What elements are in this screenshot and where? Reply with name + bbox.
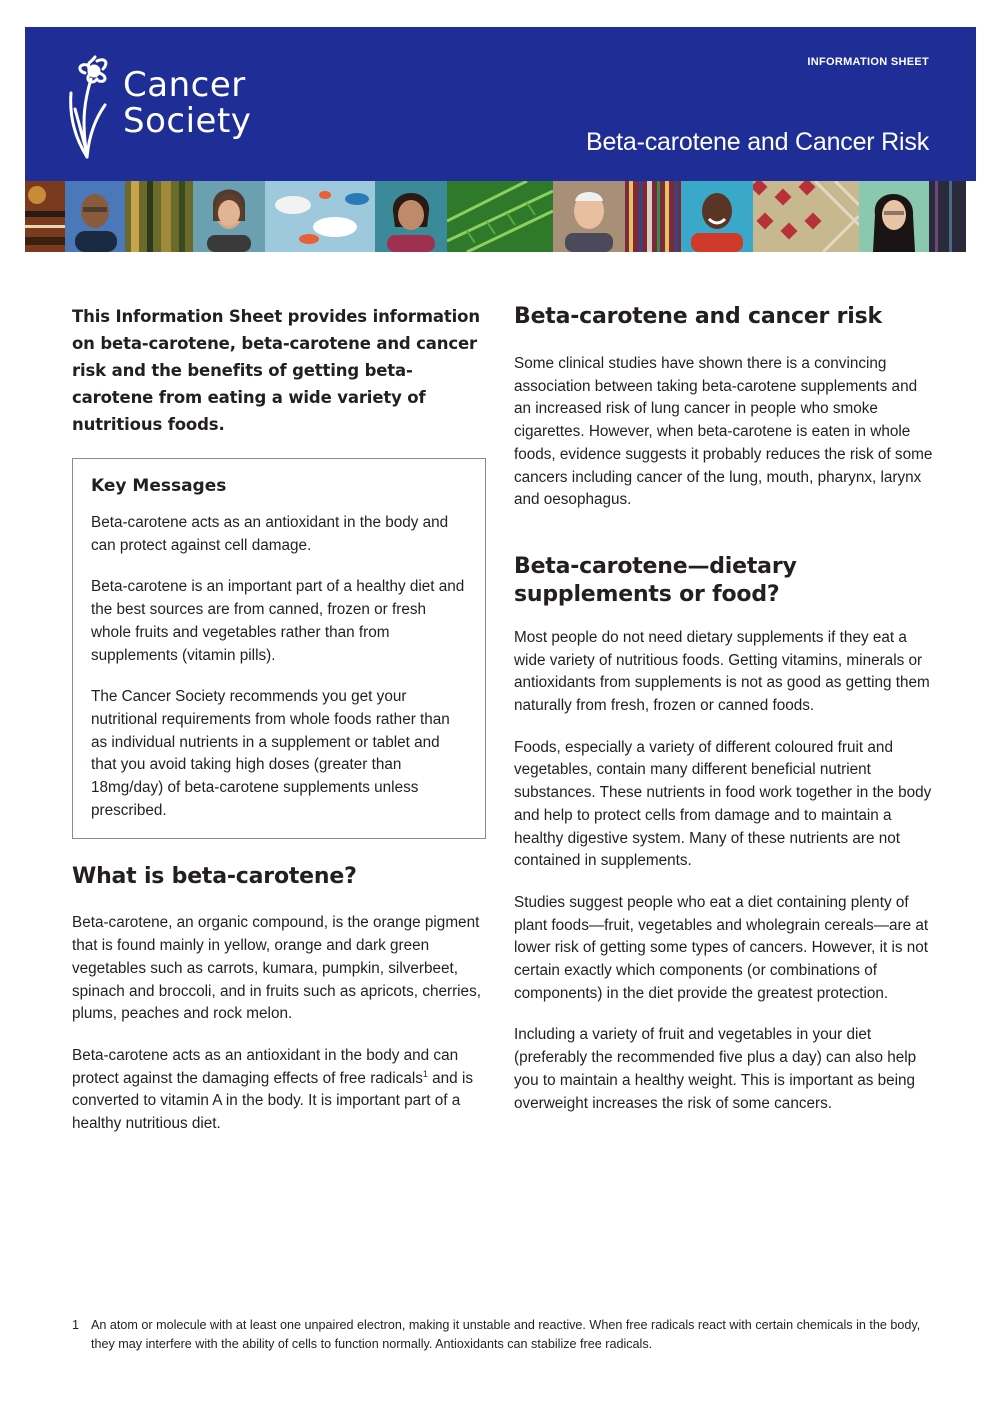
tapa-pattern-image	[25, 181, 65, 252]
what-is-p2-after: and is converted to vitamin A in the body. It is important part of a healthy nutritious diet.	[72, 1069, 473, 1133]
daffodil-icon	[65, 49, 121, 161]
supplements-heading: Beta-carotene—dietary supplements or food?	[514, 553, 797, 607]
logo-wordmark	[123, 67, 251, 139]
cancer-society-logo	[65, 49, 265, 161]
right-column	[514, 303, 934, 1134]
fern-leaves-image	[447, 181, 553, 252]
striped-textile-image	[625, 181, 681, 252]
what-is-p2-before: Beta-carotene acts as an antioxidant in the body and can protect against the damaging effects of free radicals	[72, 1046, 459, 1087]
footnote	[72, 1316, 932, 1354]
supplements-paragraph-1: Most people do not need dietary supplements if they eat a wide variety of nutritious foods. Getting vitamins, minerals or antioxidants from supplements is not as good as getting them naturally from fresh, frozen or canned foods.	[514, 628, 930, 715]
what-is-paragraph-2	[72, 1045, 487, 1136]
cancer-risk-heading: Beta-carotene and cancer risk	[514, 304, 882, 329]
key-message-2: Beta-carotene is an important part of a healthy diet and the best sources are from canned, frozen or fresh whole fruits and vegetables rather than from supplements (vitamin pills).	[91, 578, 465, 664]
key-messages-heading: Key Messages	[91, 476, 227, 496]
what-is-paragraph-1: Beta-carotene, an organic compound, is the orange pigment that is found mainly in yellow, orange and dark green vegetables such as carrots, kumara, pumpkin, silverbeet, spinach and broccoli, and in fruits such as apricots, cherries, plums, peaches and rock melon.	[72, 914, 481, 1023]
key-message-3: The Cancer Society recommends you get your nutritional requirements from whole foods rather than as individual nutrients in a supplement or tablet and that you avoid taking high doses (greater than 18mg/day) of beta-carotene supplements unless prescribed.	[91, 688, 450, 819]
dark-pattern-image	[929, 181, 966, 252]
left-column	[72, 303, 487, 1155]
photo-strip	[25, 181, 976, 252]
footnote-number: 1	[72, 1318, 80, 1332]
key-message-1: Beta-carotene acts as an antioxidant in the body and can protect against cell damage.	[91, 514, 449, 554]
header-band	[25, 27, 976, 181]
supplements-paragraph-3: Studies suggest people who eat a diet containing plenty of plant foods—fruit, vegetables and wholegrain cereals—are at lower risk of getting some types of cancers. However, it is not certain exactly which components (or combinations of components) in the diet provide the greatest protection.	[514, 893, 929, 1002]
portrait-woman-image	[375, 181, 447, 252]
supplements-paragraph-2: Foods, especially a variety of different coloured fruit and vegetables, contain many different beneficial nutrient substances. These nutrients in food work together in the body and help to protect cells from damage and to maintain a healthy digestive system. Many of these nutrients are not contained in supplements.	[514, 738, 932, 870]
cancer-risk-paragraph: Some clinical studies have shown there is a convincing association between taking beta-carotene supplements and an increased risk of lung cancer in people who smoke cigarettes. However, when beta-carotene is eaten in whole foods, evidence suggests it probably reduces the risk of some cancers including cancer of the lung, mouth, pharynx, larynx and oesophagus.	[514, 355, 933, 509]
document-title: Beta-carotene and Cancer Risk	[586, 128, 929, 156]
koi-fish-image	[265, 181, 375, 252]
logo-line-2: Society	[123, 101, 252, 141]
portrait-older-man-image	[553, 181, 625, 252]
footnote-reference[interactable]: 1	[422, 1068, 428, 1079]
portrait-man-image	[65, 181, 125, 252]
footnote-text: An atom or molecule with at least one unpaired electron, making it unstable and reactive. When free radicals react with certain chemicals in the body, they may interfere with the ability of cells to function normally. Antioxidants can stabilize free radicals.	[91, 1318, 921, 1351]
key-messages-box	[72, 458, 486, 839]
what-is-heading: What is beta-carotene?	[72, 864, 357, 890]
portrait-woman-glasses-image	[193, 181, 265, 252]
portrait-young-woman-image	[859, 181, 929, 252]
intro-paragraph: This Information Sheet provides information on beta-carotene, beta-carotene and cancer risk and the benefits of getting beta-carotene from eating a wide variety of nutritious foods.	[72, 307, 480, 434]
logo-line-1: Cancer	[123, 65, 246, 105]
woven-flax-image	[753, 181, 859, 252]
document-type-label: INFORMATION SHEET	[807, 56, 929, 68]
portrait-smiling-man-image	[681, 181, 753, 252]
supplements-paragraph-4: Including a variety of fruit and vegetables in your diet (preferably the recommended five plus a day) can also help you to maintain a healthy weight. This is important as being overweight increases the risk of some cancers.	[514, 1026, 917, 1112]
woven-fabric-image	[125, 181, 193, 252]
